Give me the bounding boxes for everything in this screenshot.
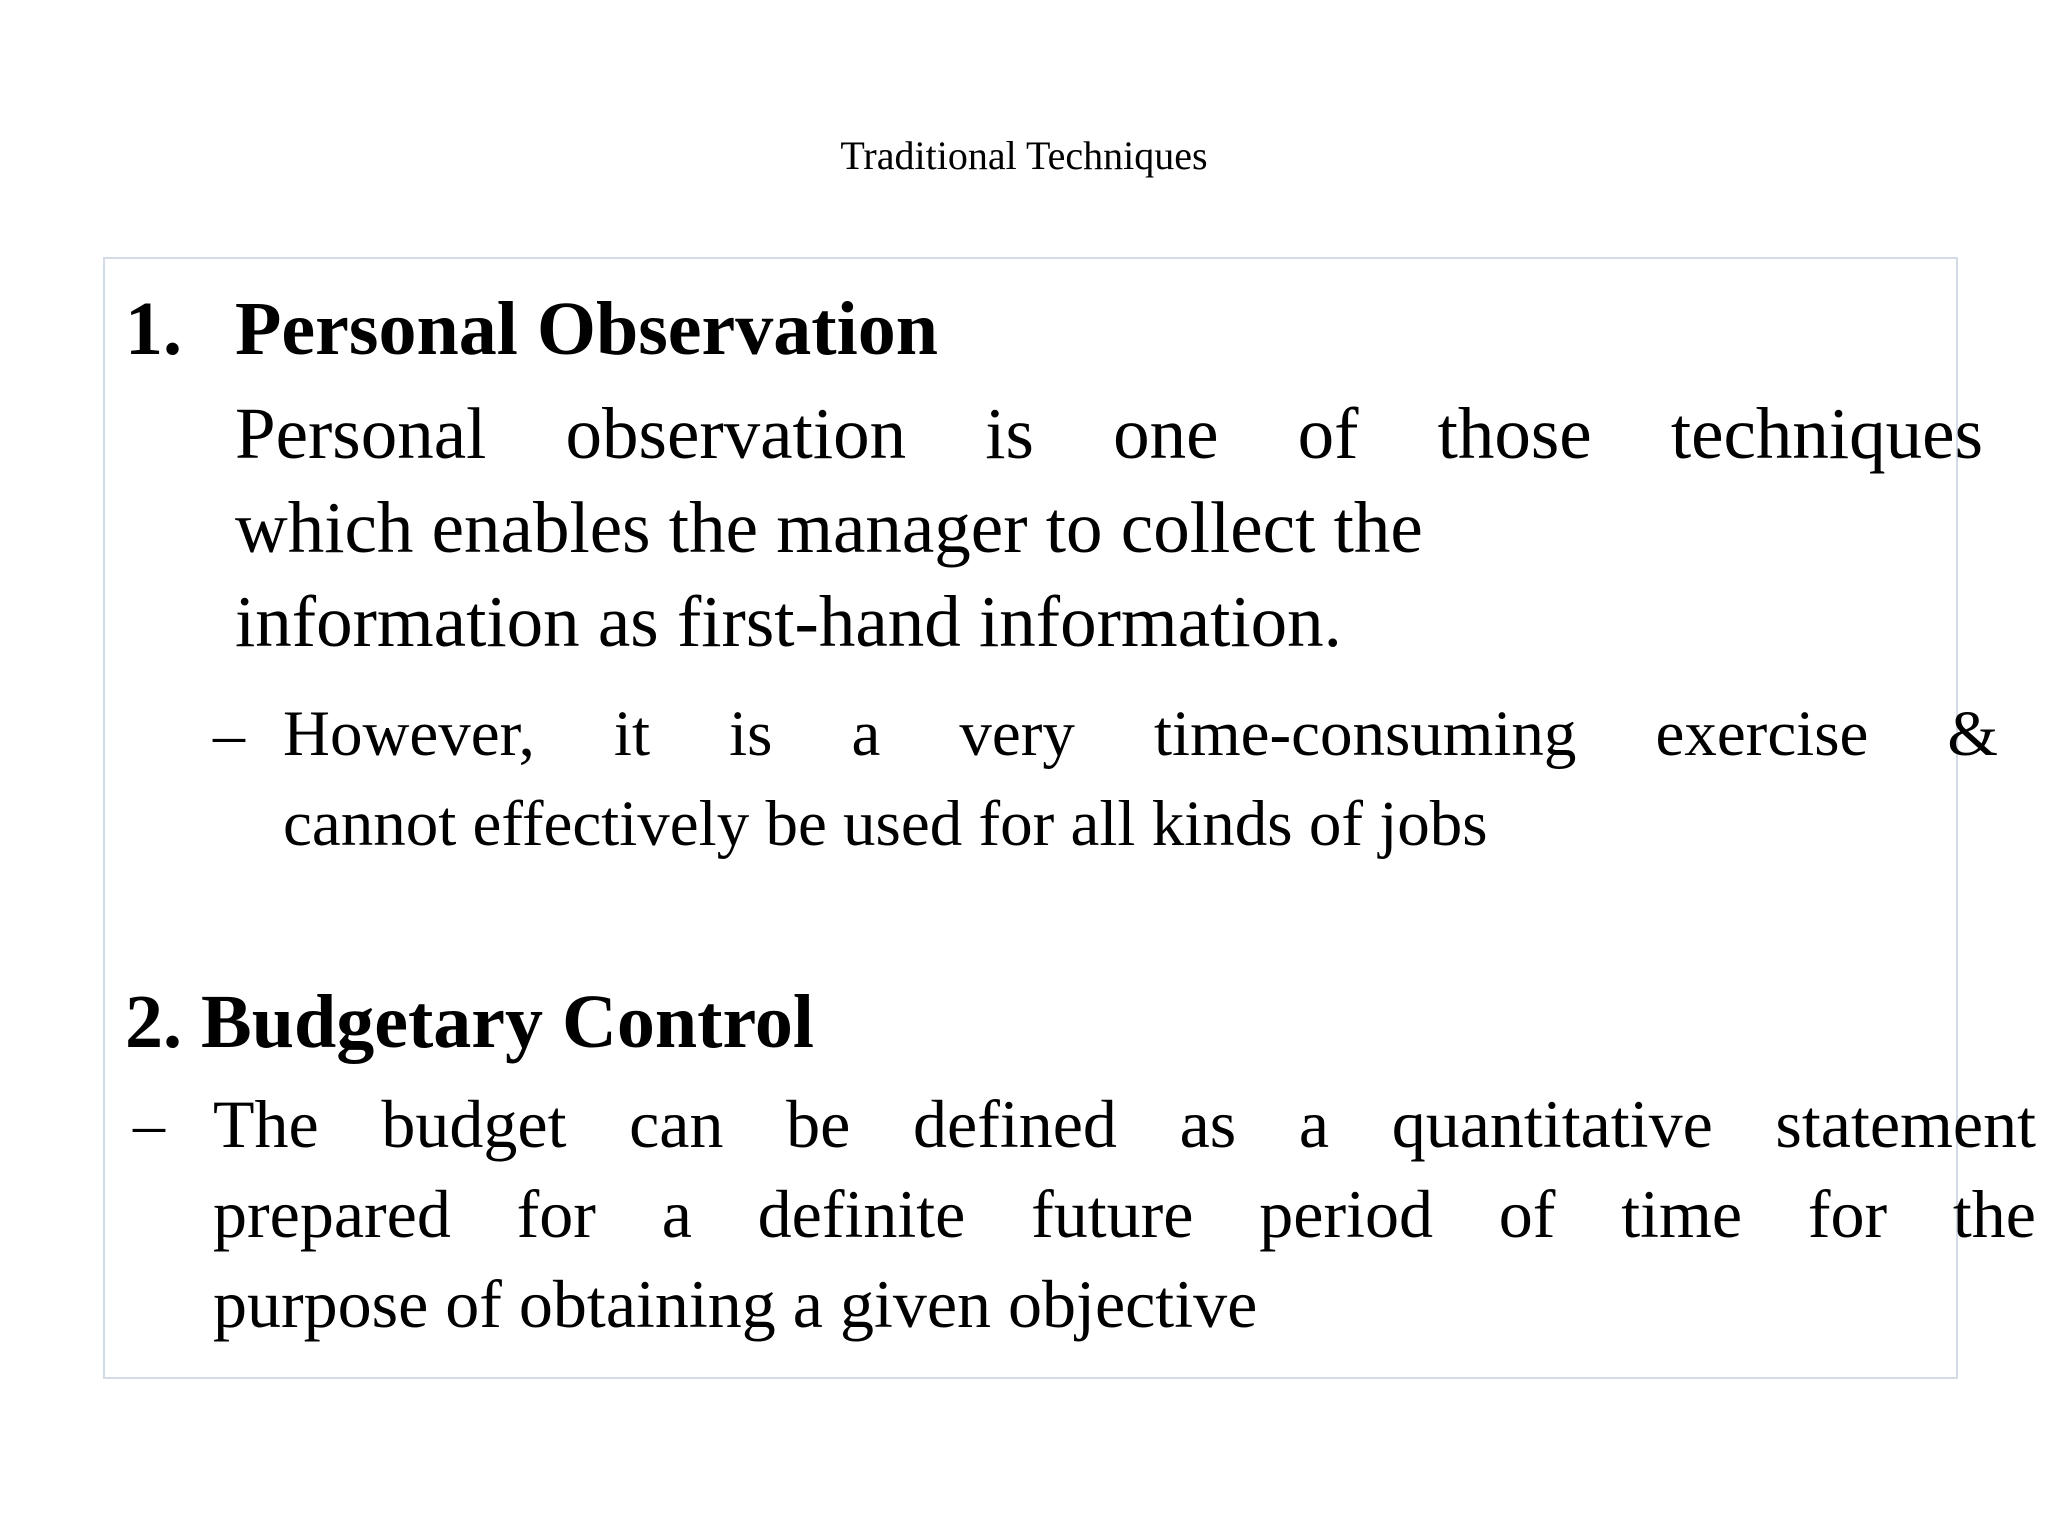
- section-1-bullet-line: However, it is a very time-consuming exercise &: [283, 698, 1998, 770]
- section-1-number: 1.: [125, 287, 182, 371]
- content-box: [103, 257, 2036, 1379]
- section-1-paragraph-line: which enables the manager to collect the: [235, 487, 1423, 568]
- section-1-bullet-dash: –: [213, 698, 245, 769]
- section-2-bullet-line: purpose of obtaining a given objective: [213, 1266, 1258, 1342]
- slide-title: Traditional Techniques: [840, 133, 1208, 178]
- section-1-heading: Personal Observation: [235, 287, 938, 371]
- section-1-bullet: [283, 689, 1998, 869]
- section-2-heading: 2. Budgetary Control: [125, 980, 814, 1064]
- section-1-paragraph-line: information as first-hand information.: [235, 581, 1342, 662]
- section-2-bullet-dash: –: [133, 1088, 165, 1159]
- section-2-bullet-line: prepared for a definite future period of time for the: [213, 1176, 2036, 1252]
- section-1-bullet-line: cannot effectively be used for all kinds of jobs: [283, 788, 1488, 860]
- section-1-paragraph-line: Personal observation is one of those techniques: [235, 393, 1983, 474]
- section-2-bullet-line: The budget can be defined as a quantitative statement: [213, 1086, 2036, 1162]
- section-1-paragraph: [235, 387, 1983, 669]
- section-2-bullet: [213, 1079, 2036, 1349]
